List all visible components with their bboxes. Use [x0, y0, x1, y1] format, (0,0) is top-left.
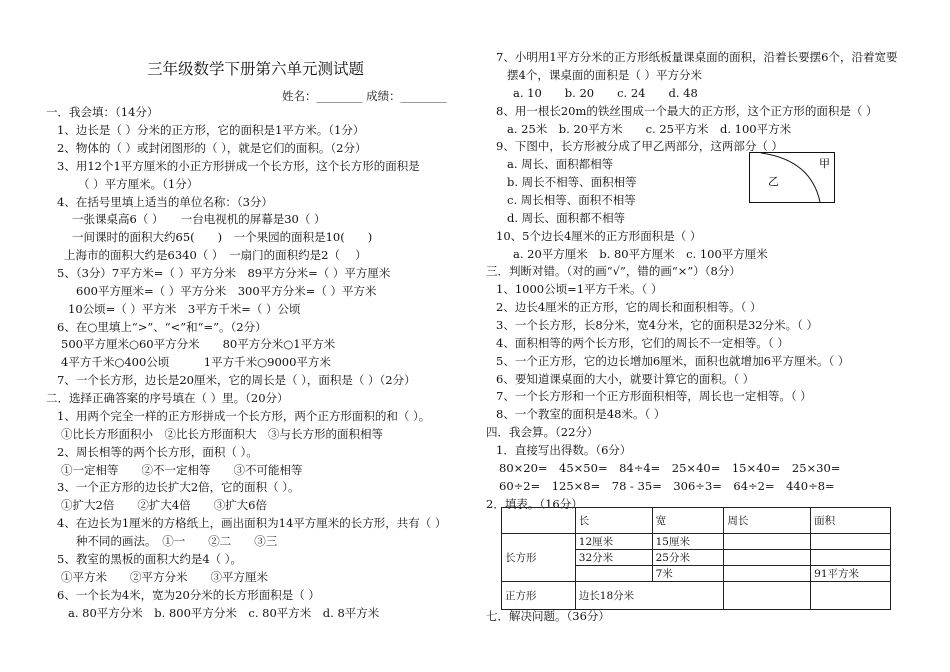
table-cell: 32分米 [575, 550, 652, 566]
table-cell[interactable] [811, 550, 891, 566]
question-line: 5、（3分）7平方米=（ ）平方分米 89平方分米=（ ）平方厘米 [57, 266, 391, 280]
question-line: 1、边长是（ ）分米的正方形，它的面积是1平方米。（1分） [57, 123, 365, 137]
option-line: ①扩大2倍 ②扩大4倍 ③扩大6倍 [61, 498, 267, 512]
section-heading: 一．我会填：（14分） [46, 105, 159, 119]
diagram-label-jia: 甲 [819, 157, 830, 170]
table-cell[interactable] [724, 582, 811, 610]
question-line: 2、周长相等的两个长方形，面积（ ）。 [57, 445, 258, 459]
option-line: ①比长方形面积小 ②比长方形面积大 ③与长方形的面积相等 [61, 427, 383, 441]
diagram-label-yi: 乙 [768, 175, 779, 188]
question-line: 4、在边长为1厘米的方格纸上，画出面积为14平方厘米的长方形，共有（ ） [57, 516, 447, 530]
calc-line: 80×20= 45×50= 84÷4= 25×40= 15×40= 25×30= [499, 461, 841, 475]
option-line: a. 20平方厘米 b. 80平方厘米 c. 100平方厘米 [513, 247, 768, 261]
table-header-cell: 面积 [811, 508, 891, 534]
table-header-cell: 长 [575, 508, 652, 534]
option-line: ①一定相等 ②不一定相等 ③不可能相等 [61, 463, 303, 477]
table-cell: 91平方米 [811, 566, 891, 582]
question-line: 600平方厘米=（ ）平方分米 300平方分米=（ ）平方米 [76, 284, 377, 298]
option-line: c. 周长相等、面积不相等 [507, 193, 636, 207]
table-cell[interactable] [724, 566, 811, 582]
question-line: 9、下图中，长方形被分成了甲乙两部分，这两部分（ ） [496, 139, 783, 153]
option-line: 种不同的画法。 ①一 ②二 ③三 [76, 534, 278, 548]
question-line: 7、一个长方形和一个正方形面积相等，周长也一定相等。（ ） [496, 389, 812, 403]
question-line: 摆4个，课桌面的面积是（ ）平方分米 [507, 68, 702, 82]
table-cell[interactable] [811, 534, 891, 550]
section-heading: 四．我会算。（22分） [486, 425, 599, 439]
option-line: a. 80平方分米 b. 800平方分米 c. 80平方米 d. 8平方米 [68, 606, 380, 620]
question-line: 5、一个正方形，它的边长增加6厘米，面积也就增加6平方厘米。（ ） [496, 354, 850, 368]
option-line: b. 周长不相等、面积相等 [507, 175, 637, 189]
question-line: 6、在○里填上“>”、“<”和“=”。（2分） [57, 320, 267, 334]
question-line: 3、一个正方形的边长扩大2倍，它的面积（ ）。 [57, 480, 300, 494]
question-line: 10公顷=（ ）平方米 3平方千米=（ ）公顷 [68, 302, 301, 316]
option-line: a. 10 b. 20 c. 24 d. 48 [513, 86, 698, 100]
question-line: 2．填表。（16分） [486, 497, 583, 511]
table-row [502, 582, 891, 610]
section-heading: 三．判断对错。（对的画“√”，错的画“×”）（8分） [486, 264, 741, 278]
question-line: 4平方千米○400公顷 1平方千米○9000平方米 [61, 355, 331, 369]
option-line: a. 周长、面积都相等 [507, 157, 614, 171]
question-line: 1．直接写出得数。（6分） [496, 443, 632, 457]
question-line: （ ）平方厘米。（1分） [78, 177, 199, 191]
question-line: 7、小明用1平方分米的正方形纸板量课桌面的面积，沿着长要摆6个，沿着宽要 [496, 50, 898, 64]
table-header-row [502, 508, 891, 534]
question-line: 2、边长4厘米的正方形，它的周长和面积相等。（ ） [496, 300, 762, 314]
table-row-label-rect: 长方形 [502, 534, 576, 582]
question-line: 1、用两个完全一样的正方形拼成一个长方形，两个正方形面积的和（ ）。 [57, 409, 431, 423]
question-line: 3、一个长方形，长8分米，宽4分米，它的面积是32分米。（ ） [496, 318, 818, 332]
question-line: 一间课时的面积大约65( ) 一个果园的面积是10( ) [72, 230, 373, 244]
table-header-cell-empty [502, 508, 576, 534]
question-line: 4、在括号里填上适当的单位名称：（3分） [57, 195, 273, 209]
table-cell[interactable] [724, 550, 811, 566]
question-line: 6、一个长为4米，宽为20分米的长方形面积是（ ） [57, 588, 320, 602]
fill-in-table [501, 507, 891, 610]
split-rectangle-diagram [749, 152, 835, 203]
table-row-label-square: 正方形 [502, 582, 576, 610]
table-cell: 25分米 [652, 550, 724, 566]
table-cell: 12厘米 [575, 534, 652, 550]
question-line: 一张课桌高6（ ） 一台电视机的屏幕是30（ ） [72, 212, 326, 226]
question-line: 10、5个边长4厘米的正方形面积是（ ） [496, 229, 702, 243]
question-line: 上海市的面积大约是6340（ ） 一扇门的面积约是2（ ） [64, 248, 367, 262]
question-line: 500平方厘米○60平方分米 80平方分米○1平方米 [61, 337, 336, 351]
table-cell: 7米 [652, 566, 724, 582]
section-heading: 二．选择正确答案的序号填在（ ）里。（20分） [46, 391, 289, 405]
section-heading: 七．解决问题。（36分） [486, 609, 610, 623]
question-line: 4、面积相等的两个长方形，它们的周长不一定相等。（ ） [496, 336, 789, 350]
question-line: 8、用一根长20m的铁丝围成一个最大的正方形，这个正方形的面积是（ ） [496, 104, 878, 118]
table-header-cell: 周长 [724, 508, 811, 534]
question-line: 7、一个长方形，边长是20厘米，它的周长是（ ），面积是（ ）（2分） [57, 373, 416, 387]
question-line: 1、1000公顷=1平方千米。（ ） [496, 282, 663, 296]
page-title: 三年级数学下册第六单元测试题 [147, 60, 365, 78]
question-line: 6、要知道课桌面的大小，就要计算它的面积。（ ） [496, 372, 755, 386]
option-line: a. 25米 b. 20平方米 c. 25平方米 d. 100平方米 [507, 122, 792, 136]
table-cell[interactable] [724, 534, 811, 550]
table-cell: 15厘米 [652, 534, 724, 550]
question-line: 2、物体的（ ）或封闭图形的（ ），就是它们的面积。（2分） [57, 141, 367, 155]
table-header-cell: 宽 [652, 508, 724, 534]
option-line: ①平方米 ②平方分米 ③平方厘米 [61, 570, 268, 584]
question-line: 8、一个教室的面积是48米。（ ） [496, 407, 666, 421]
question-line: 3、用12个1平方厘米的小正方形拼成一个长方形，这个长方形的面积是 [57, 159, 420, 173]
option-line: d. 周长、面积都不相等 [507, 211, 626, 225]
name-score-line: 姓名：________ 成绩：________ [282, 89, 447, 103]
question-line: 5、教室的黑板的面积大约是4（ ）。 [57, 552, 243, 566]
calc-line: 60÷2= 125×8= 78 - 35= 306÷3= 64÷2= 440÷8= [499, 479, 835, 493]
table-cell[interactable] [811, 582, 891, 610]
table-row [502, 534, 891, 550]
table-cell: 边长18分米 [575, 582, 724, 610]
table-cell[interactable] [575, 566, 652, 582]
